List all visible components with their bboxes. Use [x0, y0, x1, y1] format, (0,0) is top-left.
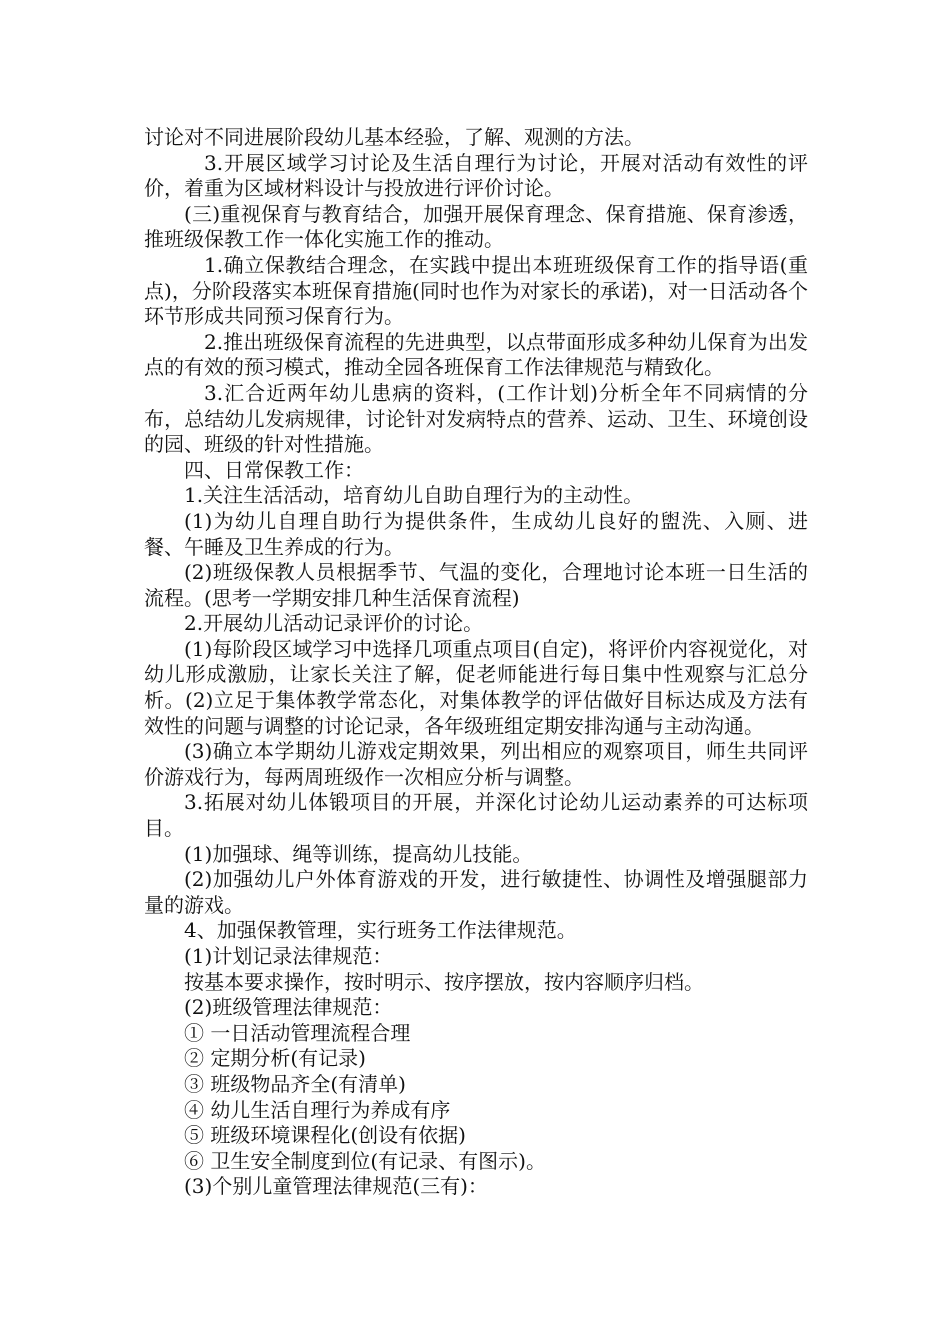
paragraph-15: (1)加强球、绳等训练，提高幼儿技能。	[184, 841, 533, 866]
list-item-6: ⑥ 卫生安全制度到位(有记录、有图示)。	[184, 1148, 546, 1173]
paragraph-7: 四、日常保教工作：	[184, 457, 364, 482]
paragraph-21: (3)个别儿童管理法律规范(三有)：	[184, 1174, 488, 1199]
paragraph-6: 3.汇合近两年幼儿患病的资料，(工作计划)分析全年不同病情的分布，总结幼儿发病规律，讨论针对发病特点的营养、运动、卫生、环境创设的园、班级的针对性措施。	[144, 380, 808, 457]
paragraph-19: 按基本要求操作，按时明示、按序摆放，按内容顺序归档。	[184, 969, 704, 994]
paragraph-1: 讨论对不同进展阶段幼儿基本经验，了解、观测的方法。	[144, 125, 644, 149]
list-item-4: ④ 幼儿生活自理行为养成有序	[184, 1097, 451, 1122]
paragraph-11: 2.开展幼儿活动记录评价的讨论。	[184, 611, 484, 636]
paragraph-13: (3)确立本学期幼儿游戏定期效果，列出相应的观察项目，师生共同评价游戏行为，每两周班级作一次相应分析与调整。	[144, 739, 808, 789]
paragraph-16: (2)加强幼儿户外体育游戏的开发，进行敏捷性、协调性及增强腿部力量的游戏。	[144, 867, 808, 917]
paragraph-3: (三)重视保育与教育结合，加强开展保育理念、保育措施、保育渗透，推班级保教工作一体化实施工作的推动。	[144, 201, 808, 252]
paragraph-17: 4、加强保教管理，实行班务工作法律规范。	[184, 918, 577, 943]
paragraph-8: 1.关注生活活动，培育幼儿自助自理行为的主动性。	[184, 483, 644, 508]
list-item-1: ① 一日活动管理流程合理	[184, 1020, 411, 1045]
paragraph-20: (2)班级管理法律规范：	[184, 995, 393, 1020]
document-body	[144, 125, 808, 1200]
paragraph-5: 2.推出班级保育流程的先进典型，以点带面形成多种幼儿保育为出发点的有效的预习模式，推动全园各班保育工作法律规范与精致化。	[144, 329, 808, 380]
paragraph-4: 1.确立保教结合理念，在实践中提出本班班级保育工作的指导语(重点)，分阶段落实本班保育措施(同时也作为对家长的承诺)，对一日活动各个环节形成共同预习保育行为。	[144, 252, 808, 329]
paragraph-18: (1)计划记录法律规范：	[184, 944, 393, 968]
paragraph-9: (1)为幼儿自理自助行为提供条件，生成幼儿良好的盥洗、入厕、进餐、午睡及卫生养成的行为。	[144, 508, 808, 559]
paragraph-12: (1)每阶段区域学习中选择几项重点项目(自定)，将评价内容视觉化，对幼儿形成激励，让家长关注了解，促老师能进行每日集中性观察与汇总分析。(2)立足于集体教学常态化，对集体教学的评估做好目标达成及方法有效性的问题与调整的讨论记录，各年级班组定期安排沟通与主动沟通。	[144, 636, 808, 738]
paragraph-14: 3.拓展对幼儿体锻项目的开展，并深化讨论幼儿运动素养的可达标项目。	[144, 790, 808, 841]
paragraph-10: (2)班级保教人员根据季节、气温的变化，合理地讨论本班一日生活的流程。(思考一学期安排几种生活保育流程)	[144, 560, 808, 610]
list-item-2: ② 定期分析(有记录)	[184, 1046, 366, 1071]
paragraph-2: 3.开展区域学习讨论及生活自理行为讨论，开展对活动有效性的评价，着重为区域材料设计与投放进行评价讨论。	[144, 150, 808, 201]
list-item-5: ⑤ 班级环境课程化(创设有依据)	[184, 1123, 466, 1148]
list-item-3: ③ 班级物品齐全(有清单)	[184, 1071, 406, 1096]
